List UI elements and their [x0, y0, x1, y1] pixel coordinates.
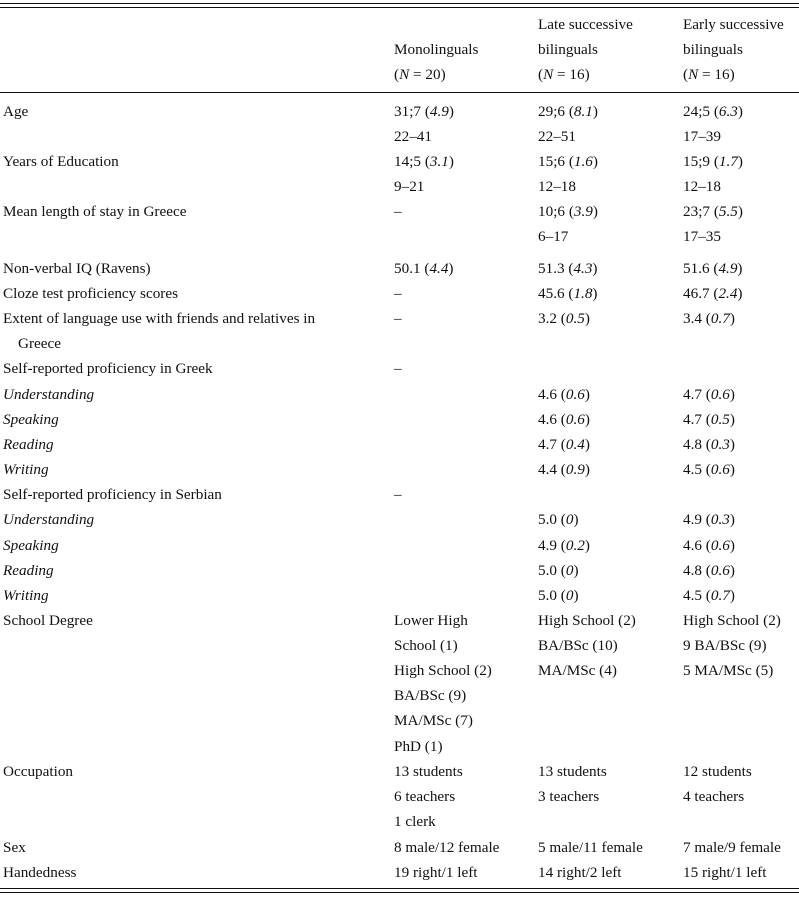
cell-range: 22–41 [394, 128, 432, 145]
cell: 4.4 (0.9) [538, 461, 590, 478]
cell: 9 BA/BSc (9) [683, 637, 767, 654]
cell-range: 12–18 [538, 178, 576, 195]
row-label-serbian-writing: Writing [3, 587, 49, 604]
cell: 15;6 (1.6) [538, 153, 598, 170]
row-label-occupation: Occupation [3, 763, 74, 780]
cell: 14 right/2 left [538, 864, 622, 881]
row-label-language-use-cont: Greece [18, 335, 61, 352]
cell: BA/BSc (9) [394, 687, 467, 704]
row-label-language-use: Extent of language use with friends and relatives in [3, 310, 316, 327]
row-label-greek-writing: Writing [3, 461, 49, 478]
row-label-sex: Sex [3, 839, 26, 856]
cell: 6 teachers [394, 788, 456, 805]
cell: 5.0 (0) [538, 562, 579, 579]
cell: BA/BSc (10) [538, 637, 618, 654]
bottom-rule-2 [0, 892, 799, 893]
cell: 29;6 (8.1) [538, 103, 598, 120]
header-late-n: (N = 16) [538, 66, 590, 83]
header-monolinguals-n: (N = 20) [394, 66, 446, 83]
cell: 3 teachers [538, 788, 600, 805]
cell: 10;6 (3.9) [538, 203, 598, 220]
bottom-rule [0, 888, 799, 889]
cell: 5 MA/MSc (5) [683, 662, 774, 679]
cell: 4.6 (0.6) [538, 386, 590, 403]
cell: Lower High [394, 612, 468, 629]
row-label-cloze: Cloze test proficiency scores [3, 285, 179, 302]
header-monolinguals: Monolinguals [394, 41, 479, 58]
cell: 50.1 (4.4) [394, 260, 454, 277]
cell: High School (2) [394, 662, 492, 679]
cell-range: 9–21 [394, 178, 425, 195]
cell: 13 students [538, 763, 607, 780]
cell-range: 12–18 [683, 178, 721, 195]
cell: 5 male/11 female [538, 839, 643, 856]
cell-dash: – [394, 203, 402, 220]
cell: 51.6 (4.9) [683, 260, 743, 277]
row-label-iq: Non-verbal IQ (Ravens) [3, 260, 151, 277]
cell: 4.5 (0.7) [683, 587, 735, 604]
cell: 4.7 (0.4) [538, 436, 590, 453]
cell: MA/MSc (7) [394, 712, 473, 729]
header-late-line2: bilinguals [538, 41, 598, 58]
cell-range: 22–51 [538, 128, 576, 145]
row-label-serbian-understanding: Understanding [3, 511, 95, 528]
row-label-serbian-speaking: Speaking [3, 537, 59, 554]
cell: 4.6 (0.6) [538, 411, 590, 428]
row-label-school: School Degree [3, 612, 93, 629]
cell: 15 right/1 left [683, 864, 767, 881]
cell: 3.4 (0.7) [683, 310, 735, 327]
row-label-stay: Mean length of stay in Greece [3, 203, 187, 220]
cell: 51.3 (4.3) [538, 260, 598, 277]
row-label-greek-reading: Reading [3, 436, 54, 453]
cell-dash: – [394, 486, 402, 503]
cell: 4.7 (0.6) [683, 386, 735, 403]
cell-dash: – [394, 310, 402, 327]
cell-range: 17–35 [683, 228, 721, 245]
cell: 4.9 (0.3) [683, 511, 735, 528]
cell: 4 teachers [683, 788, 745, 805]
header-early-line1: Early successive [683, 16, 784, 33]
cell: 24;5 (6.3) [683, 103, 743, 120]
top-rule-2 [0, 7, 799, 8]
cell: High School (2) [538, 612, 636, 629]
cell: 23;7 (5.5) [683, 203, 743, 220]
row-label-greek: Self-reported proficiency in Greek [3, 360, 213, 377]
row-label-greek-understanding: Understanding [3, 386, 95, 403]
cell: 4.6 (0.6) [683, 537, 735, 554]
header-rule [0, 92, 799, 93]
cell: 15;9 (1.7) [683, 153, 743, 170]
row-label-greek-speaking: Speaking [3, 411, 59, 428]
top-rule [0, 3, 799, 4]
cell: 13 students [394, 763, 463, 780]
cell: 5.0 (0) [538, 511, 579, 528]
cell: 4.8 (0.3) [683, 436, 735, 453]
cell: 3.2 (0.5) [538, 310, 590, 327]
row-label-handedness: Handedness [3, 864, 77, 881]
cell-dash: – [394, 360, 402, 377]
cell: PhD (1) [394, 738, 443, 755]
cell: 46.7 (2.4) [683, 285, 743, 302]
header-early-line2: bilinguals [683, 41, 743, 58]
cell: 4.8 (0.6) [683, 562, 735, 579]
cell: 4.9 (0.2) [538, 537, 590, 554]
header-early-n: (N = 16) [683, 66, 735, 83]
cell: 45.6 (1.8) [538, 285, 598, 302]
row-label-education: Years of Education [3, 153, 119, 170]
row-label-serbian: Self-reported proficiency in Serbian [3, 486, 222, 503]
cell: 4.5 (0.6) [683, 461, 735, 478]
cell: MA/MSc (4) [538, 662, 617, 679]
cell: 14;5 (3.1) [394, 153, 454, 170]
cell-range: 6–17 [538, 228, 569, 245]
cell: 12 students [683, 763, 752, 780]
cell: School (1) [394, 637, 458, 654]
cell: 31;7 (4.9) [394, 103, 454, 120]
cell-range: 17–39 [683, 128, 721, 145]
cell: 19 right/1 left [394, 864, 478, 881]
row-label-serbian-reading: Reading [3, 562, 54, 579]
cell: High School (2) [683, 612, 781, 629]
row-label-age: Age [3, 103, 29, 120]
header-late-line1: Late successive [538, 16, 633, 33]
cell: 8 male/12 female [394, 839, 500, 856]
cell: 1 clerk [394, 813, 436, 830]
cell: 5.0 (0) [538, 587, 579, 604]
cell: 4.7 (0.5) [683, 411, 735, 428]
cell: 7 male/9 female [683, 839, 781, 856]
cell-dash: – [394, 285, 402, 302]
